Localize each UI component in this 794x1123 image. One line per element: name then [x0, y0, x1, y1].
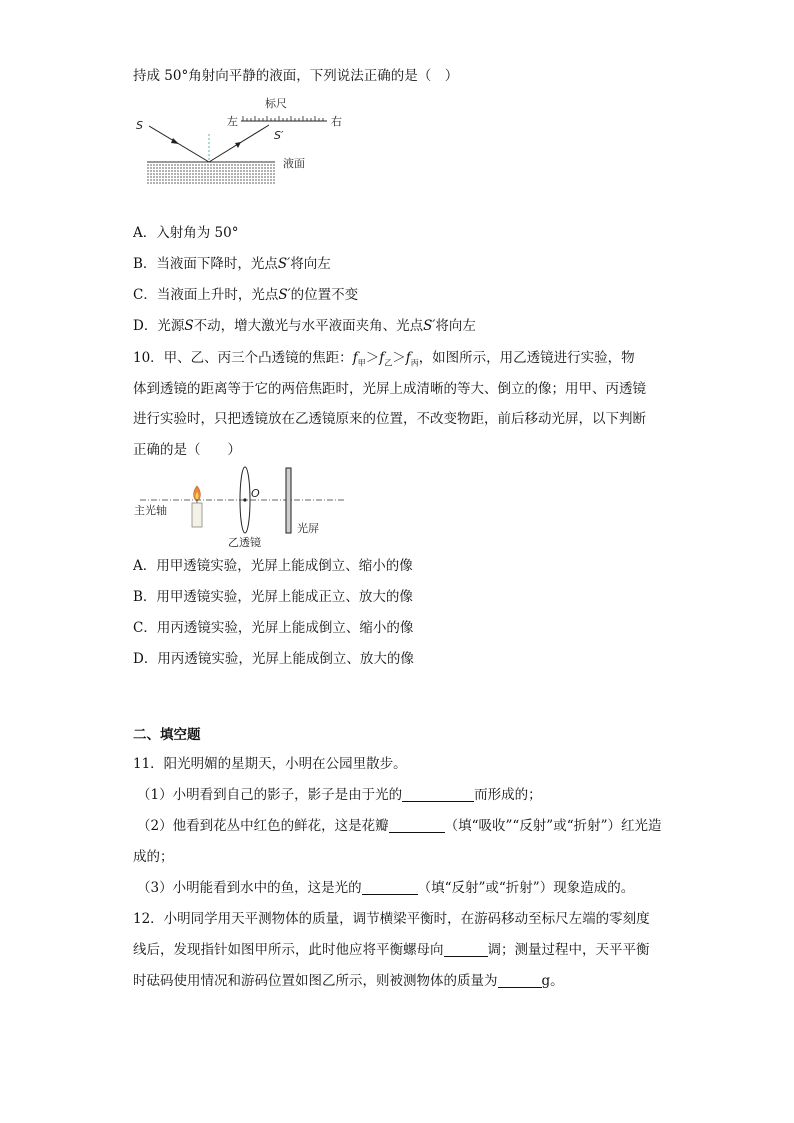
q9-option-d: D．光源S不动，增大激光与水平液面夹角、光点S′将向左: [133, 318, 476, 334]
q11-part1: （1）小明看到自己的影子，影子是由于光的 而形成的；: [137, 787, 542, 803]
q10-option-b: B．用甲透镜实验，光屏上能成正立、放大的像: [133, 589, 413, 605]
light-screen: [286, 468, 291, 533]
optical-center: [243, 498, 246, 501]
principal-axis-label: 主光轴: [134, 504, 167, 517]
q11-part2: （2）他看到花丛中红色的鲜花，这是花瓣 （填“吸收”“反射”或“折射”）红光造: [137, 818, 662, 834]
q9-option-b: B．当液面下降时，光点S′将向左: [133, 256, 331, 272]
answer-blank: [498, 973, 542, 988]
ruler-left-label: 左: [227, 115, 238, 128]
q10-line4: 正确的是（ ）: [133, 442, 241, 458]
q11-part3: （3）小明能看到水中的鱼，这是光的 （填“反射”或“折射”）现象造成的。: [137, 880, 635, 896]
answer-blank: [389, 818, 445, 833]
optical-center-label: O: [251, 487, 260, 500]
liquid-body: [147, 162, 275, 183]
q12-line1: 12．小明同学用天平测物体的质量，调节横梁平衡时，在游码移动至标尺左端的零刻度: [133, 911, 650, 927]
liquid-label: 液面: [283, 157, 305, 170]
q10-line1: 10．甲、乙、丙三个凸透镜的焦距：$f_甲>f_乙>f_丙$，如图所示，用乙透镜进行实验，物: [133, 350, 635, 368]
q10-lens-figure: [134, 466, 354, 550]
q10-line3: 进行实验时，只把透镜放在乙透镜原来的位置，不改变物距，前后移动光屏，以下判断: [133, 411, 646, 427]
q11-stem: 11．阳光明媚的星期天，小明在公园里散步。: [133, 756, 407, 772]
ruler-right-label: 右: [331, 115, 342, 128]
lens-label: 乙透镜: [228, 536, 261, 549]
q10-option-a: A．用甲透镜实验，光屏上能成倒立、缩小的像: [133, 558, 413, 574]
section-title: 二、填空题: [133, 727, 201, 743]
answer-blank: [402, 787, 474, 802]
q11-part2-cont: 成的；: [133, 849, 174, 865]
q12-line3: 时砝码使用情况和游码位置如图乙所示，则被测物体的质量为 g。: [133, 973, 564, 989]
q10-line2: 体到透镜的距离等于它的两倍焦距时，光屏上成清晰的等大、倒立的像；用甲、丙透镜: [133, 381, 646, 397]
q12-line2: 线后，发现指针如图甲所示，此时他应将平衡螺母向 调；测量过程中，天平平衡: [133, 942, 650, 958]
q9-stem: 持成 50°角射向平静的液面，下列说法正确的是（ ）: [133, 68, 459, 84]
screen-label: 光屏: [297, 522, 319, 535]
q9-option-c: C．当液面上升时，光点S′的位置不变: [133, 287, 359, 303]
ruler-ticks: [243, 116, 323, 121]
q10-option-d: D．用丙透镜实验，光屏上能成倒立、放大的像: [133, 651, 414, 667]
answer-blank: [444, 942, 488, 957]
q10-option-c: C．用丙透镜实验，光屏上能成倒立、缩小的像: [133, 620, 414, 636]
candle-icon: [192, 486, 202, 527]
ruler-label: 标尺: [265, 97, 287, 110]
q9-option-a: A．入射角为 50°: [133, 225, 239, 241]
source-S-label: S: [136, 119, 143, 132]
spot-S-prime-label: S′: [274, 129, 284, 142]
answer-blank: [362, 880, 418, 895]
q9-reflection-figure: [135, 96, 355, 191]
